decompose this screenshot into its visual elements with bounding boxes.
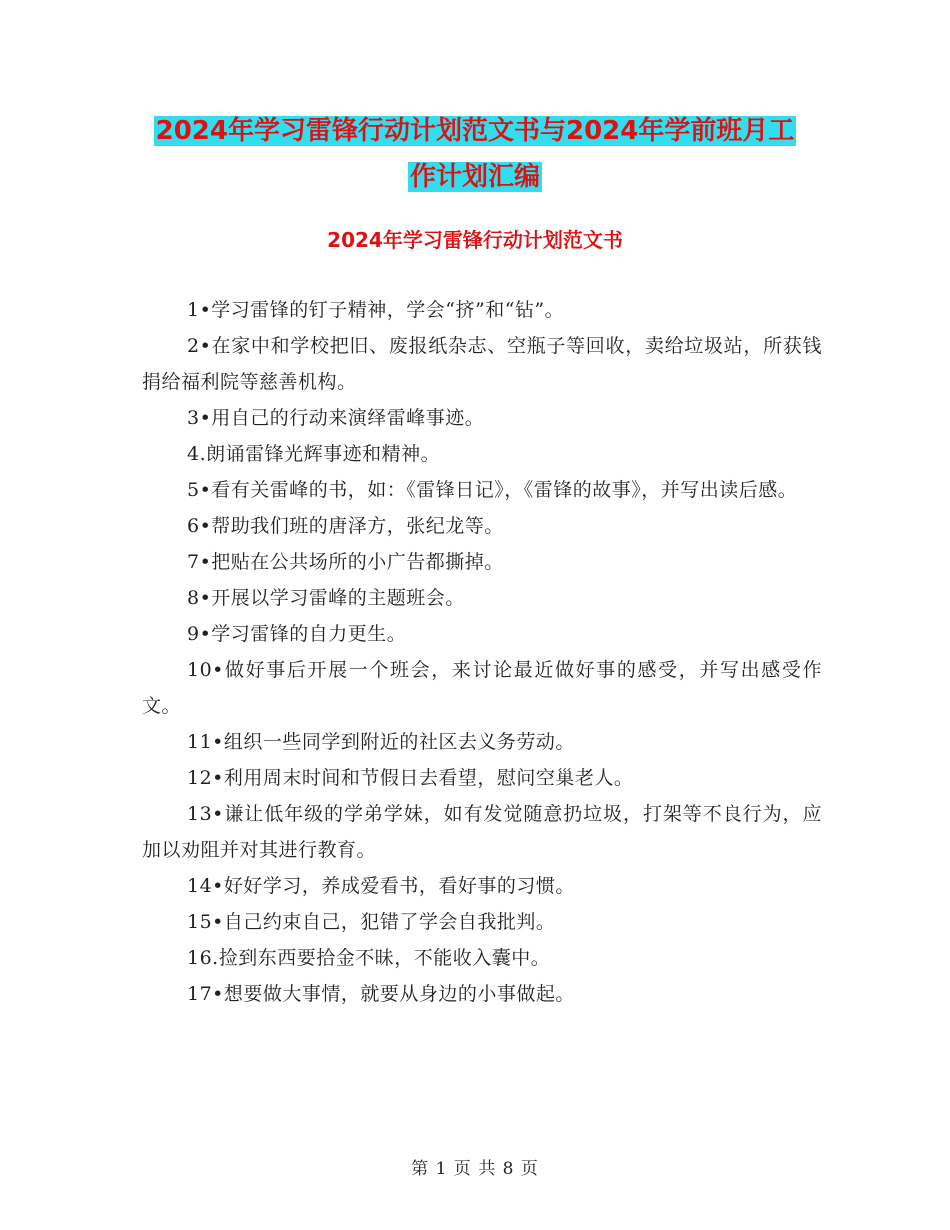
list-item: 6•帮助我们班的唐泽方，张纪龙等。 (187, 515, 504, 537)
list-item: 14•好好学习，养成爱看书，看好事的习惯。 (187, 875, 575, 897)
list-item: 5•看有关雷峰的书，如：《雷锋日记》，《雷锋的故事》，并写出读后感。 (187, 479, 798, 501)
list-item: 9•学习雷锋的自力更生。 (187, 623, 407, 645)
list-item: 15•自己约束自己，犯错了学会自我批判。 (187, 911, 556, 933)
list-item: 2•在家中和学校把旧、废报纸杂志、空瓶子等回收，卖给垃圾站，所获钱捐给福利院等慈善机构。 (142, 335, 822, 393)
list-item: 7•把贴在公共场所的小广告都撕掉。 (187, 551, 504, 573)
list-item: 16.捡到东西要拾金不昧，不能收入囊中。 (187, 947, 551, 969)
list-item: 8•开展以学习雷峰的主题班会。 (187, 587, 465, 609)
title-line-2: 作计划汇编 (409, 162, 540, 192)
list-item: 3•用自己的行动来演绎雷峰事迹。 (187, 407, 485, 429)
page-footer: 第 1 页 共 8 页 (411, 1159, 539, 1179)
list-item: 13•谦让低年级的学弟学妹，如有发觉随意扔垃圾，打架等不良行为，应加以劝阻并对其进行教育。 (142, 803, 822, 861)
list-item: 10•做好事后开展一个班会，来讨论最近做好事的感受，并写出感受作文。 (142, 659, 822, 717)
list-item: 12•利用周末时间和节假日去看望，慰问空巢老人。 (187, 767, 634, 789)
list-item: 4.朗诵雷锋光辉事迹和精神。 (187, 443, 441, 465)
list-item: 11•组织一些同学到附近的社区去义务劳动。 (187, 731, 575, 753)
document-title (0, 112, 950, 204)
section-heading: 2024年学习雷锋行动计划范文书 (327, 228, 623, 252)
list-item: 1•学习雷锋的钉子精神，学会“挤”和“钻”。 (187, 299, 565, 321)
list-item: 17•想要做大事情，就要从身边的小事做起。 (187, 983, 575, 1005)
plan-item-list (142, 292, 822, 1012)
title-line-1: 2024年学习雷锋行动计划范文书与2024年学前班月工 (155, 116, 795, 146)
